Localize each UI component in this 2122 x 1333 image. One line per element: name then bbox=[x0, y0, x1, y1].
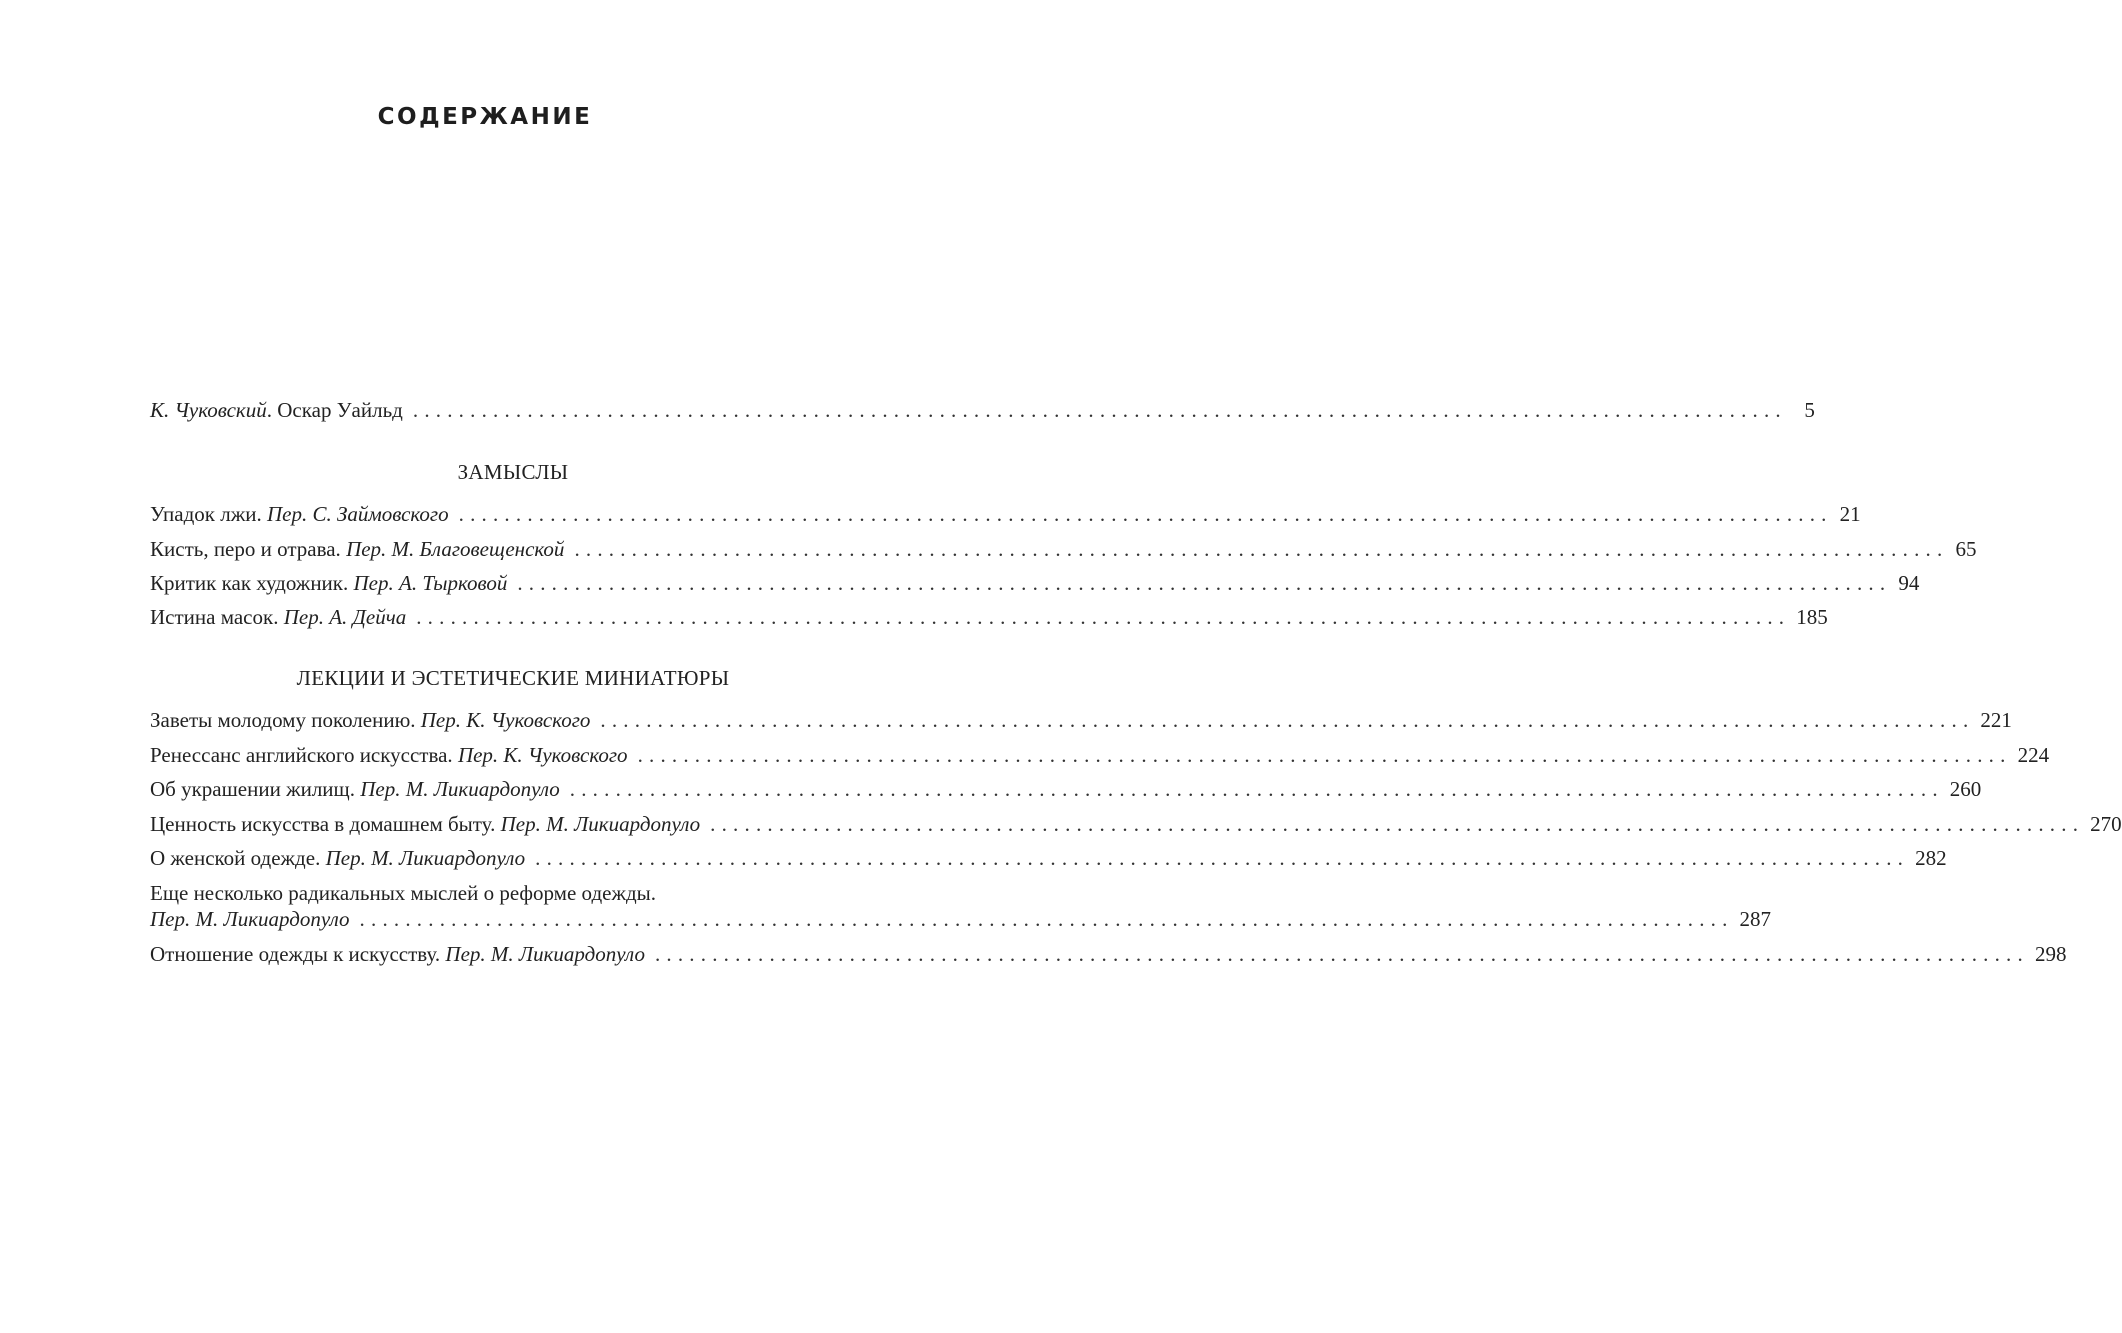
toc-entry bbox=[150, 500, 1861, 528]
entry-title: Кисть, перо и отрава. bbox=[150, 537, 347, 561]
dot-leader: ........................................................................................................................ bbox=[574, 537, 1949, 561]
dot-leader: ........................................................................................................................ bbox=[710, 812, 2085, 836]
dot-leader: ........................................................................................................................ bbox=[359, 907, 1734, 931]
entry-translator: Пер. М. Ликиардопуло bbox=[360, 777, 560, 801]
dot-leader: ........................................................................................................................ bbox=[458, 502, 1833, 526]
entry-translator: Пер. К. Чуковского bbox=[457, 743, 628, 767]
entry-translator: Пер. С. Займовского bbox=[266, 502, 449, 526]
dot-leader: ........................................................................................................................ bbox=[654, 942, 2029, 966]
toc-entry bbox=[150, 905, 1772, 933]
toc-entry bbox=[150, 569, 1920, 597]
entry-translator: Пер. М. Ликиардопуло bbox=[500, 812, 701, 836]
dot-leader: ........................................................................................................................ bbox=[535, 846, 1910, 870]
entry-page-number: 185 bbox=[1796, 605, 1828, 629]
entry-page-number: 5 bbox=[1804, 398, 1815, 422]
page-title: СОДЕРЖАНИЕ bbox=[377, 104, 593, 130]
entry-page-number: 221 bbox=[1980, 708, 2012, 732]
section-heading-zamysly: ЗАМЫСЛЫ bbox=[457, 460, 569, 484]
entry-title: Истина масок. bbox=[150, 605, 284, 629]
toc-entry bbox=[150, 844, 1947, 872]
entry-title: Еще несколько радикальных мыслей о реформе одежды. bbox=[150, 881, 656, 905]
entry-page-number: 270 bbox=[2090, 812, 2122, 836]
entry-page-number: 287 bbox=[1739, 907, 1772, 931]
entry-translator: Пер. М. Ликиардопуло bbox=[445, 942, 645, 966]
entry-translator: Пер. М. Ликиардопуло bbox=[325, 846, 526, 870]
entry-translator: Пер. А. Дейча bbox=[283, 605, 407, 629]
entry-title: Заветы молодому поколению. bbox=[150, 708, 421, 732]
entry-page-number: 282 bbox=[1915, 846, 1947, 870]
toc-entry bbox=[150, 775, 1982, 803]
dot-leader: ........................................................................................................................ bbox=[416, 605, 1791, 629]
entry-title: Об украшении жилищ. bbox=[150, 777, 361, 801]
entry-title: О женской одежде. bbox=[150, 846, 326, 870]
toc-entry bbox=[150, 535, 1977, 563]
section-heading-lectures: ЛЕКЦИИ И ЭСТЕТИЧЕСКИЕ МИНИАТЮРЫ bbox=[296, 666, 730, 690]
toc-entry bbox=[150, 810, 2122, 838]
entry-page-number: 224 bbox=[2017, 743, 2050, 767]
toc-entry bbox=[150, 741, 2050, 769]
entry-page-number: 65 bbox=[1955, 537, 1977, 561]
entry-author: К. Чуковский bbox=[150, 398, 267, 422]
entry-page-number: 21 bbox=[1839, 502, 1861, 526]
entry-page-number: 260 bbox=[1949, 777, 1982, 801]
entry-title: Упадок лжи. bbox=[150, 502, 267, 526]
toc-entry-intro: К. Чуковский. Оскар Уайльд ........................................................................................................................ 5 bbox=[150, 398, 1815, 422]
entry-page-number: 298 bbox=[2034, 942, 2067, 966]
entry-title: Критик как художник. bbox=[150, 571, 354, 595]
entry-title: Ренессанс английского искусства. bbox=[150, 743, 458, 767]
dot-leader: ........................................................................................................................ bbox=[600, 708, 1975, 732]
entry-translator: Пер. М. Ликиардопуло bbox=[150, 907, 350, 931]
dot-leader: ........................................................................................................................ bbox=[637, 743, 2012, 767]
entry-title: Отношение одежды к искусству. bbox=[150, 942, 446, 966]
entry-translator: Пер. А. Тырковой bbox=[353, 571, 508, 595]
entry-translator: Пер. М. Благовещенской bbox=[346, 537, 565, 561]
toc-entry bbox=[150, 603, 1828, 631]
entry-page-number: 94 bbox=[1898, 571, 1920, 595]
dot-leader: ........................................................................................................................ bbox=[517, 571, 1892, 595]
dot-leader: ........................................................................................................................ bbox=[412, 398, 1787, 422]
entry-title: Ценность искусства в домашнем быту. bbox=[150, 812, 501, 836]
toc-entry bbox=[150, 706, 2012, 734]
toc-entry bbox=[150, 940, 2067, 968]
entry-translator: Пер. К. Чуковского bbox=[420, 708, 591, 732]
dot-leader: ........................................................................................................................ bbox=[569, 777, 1944, 801]
entry-title: Оскар Уайльд bbox=[277, 398, 403, 422]
